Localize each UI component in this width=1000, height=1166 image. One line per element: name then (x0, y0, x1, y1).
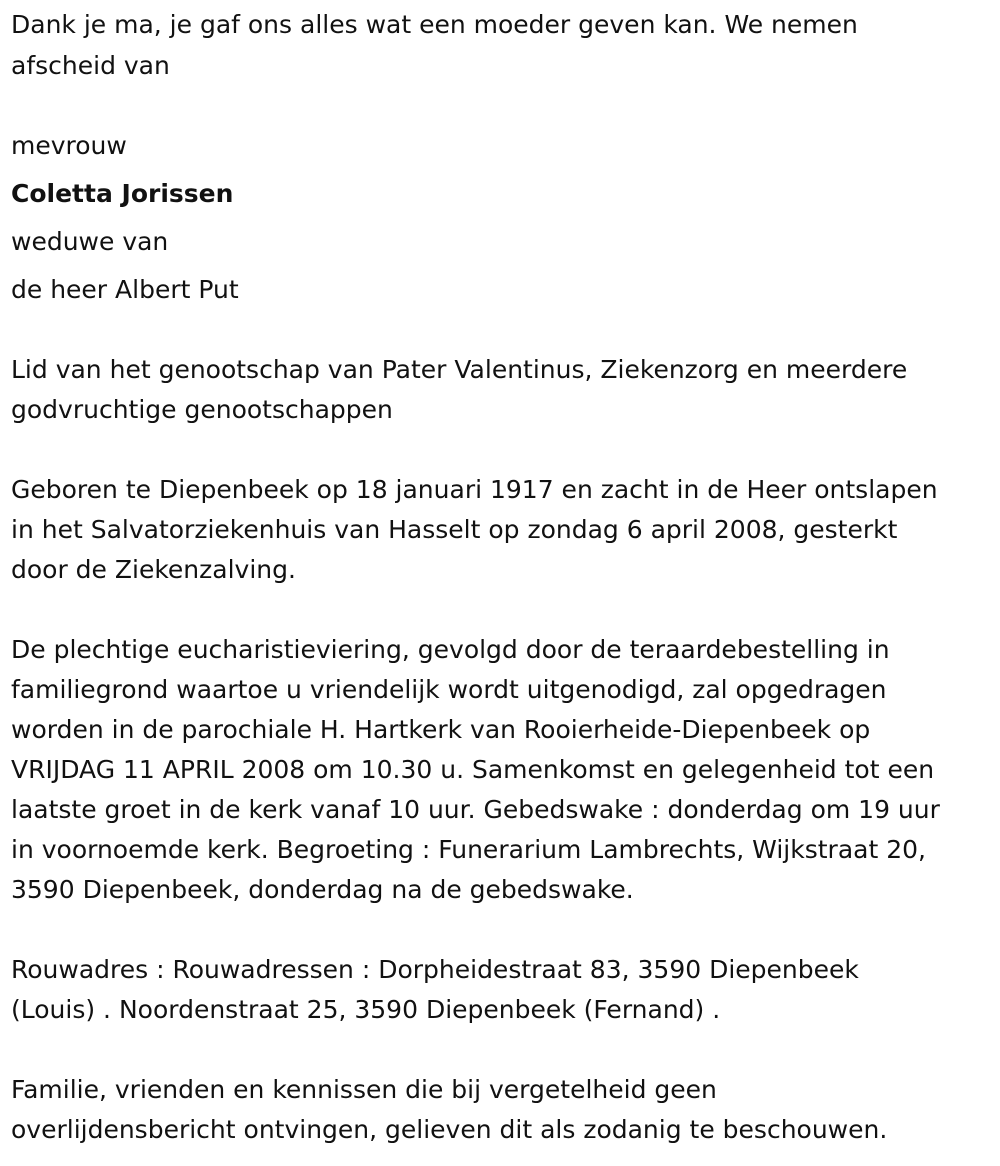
ceremony-line: in voornoemde kerk. Begroeting : Funerarium Lambrechts, Wijkstraat 20, (11, 835, 926, 864)
address-line: (Louis) . Noordenstraat 25, 3590 Diepenbeek (Fernand) . (11, 995, 721, 1024)
salutation: mevrouw (11, 131, 127, 160)
closing-line: overlijdensbericht ontvingen, gelieven dit als zodanig te beschouwen. (11, 1115, 888, 1144)
relation-label: weduwe van (11, 227, 169, 256)
membership-line: godvruchtige genootschappen (11, 395, 393, 424)
ceremony-line: 3590 Diepenbeek, donderdag na de gebedswake. (11, 875, 634, 904)
spouse-name: de heer Albert Put (11, 275, 239, 304)
intro-line: afscheid van (11, 51, 170, 80)
birth-death-line: Geboren te Diepenbeek op 18 januari 1917 en zacht in de Heer ontslapen (11, 475, 938, 504)
address-line: Rouwadres : Rouwadressen : Dorpheidestraat 83, 3590 Diepenbeek (11, 955, 859, 984)
ceremony-line: De plechtige eucharistieviering, gevolgd door de teraardebestelling in (11, 635, 890, 664)
ceremony-line: laatste groet in de kerk vanaf 10 uur. Gebedswake : donderdag om 19 uur (11, 795, 940, 824)
intro-line: Dank je ma, je gaf ons alles wat een moeder geven kan. We nemen (11, 10, 858, 39)
closing-line: Familie, vrienden en kennissen die bij vergetelheid geen (11, 1075, 717, 1104)
birth-death-line: door de Ziekenzalving. (11, 555, 296, 584)
birth-death-line: in het Salvatorziekenhuis van Hasselt op zondag 6 april 2008, gesterkt (11, 515, 898, 544)
ceremony-line: VRIJDAG 11 APRIL 2008 om 10.30 u. Samenkomst en gelegenheid tot een (11, 755, 935, 784)
ceremony-line: familiegrond waartoe u vriendelijk wordt uitgenodigd, zal opgedragen (11, 675, 887, 704)
membership-line: Lid van het genootschap van Pater Valentinus, Ziekenzorg en meerdere (11, 355, 908, 384)
deceased-name: Coletta Jorissen (11, 179, 234, 208)
ceremony-line: worden in de parochiale H. Hartkerk van Rooierheide-Diepenbeek op (11, 715, 871, 744)
